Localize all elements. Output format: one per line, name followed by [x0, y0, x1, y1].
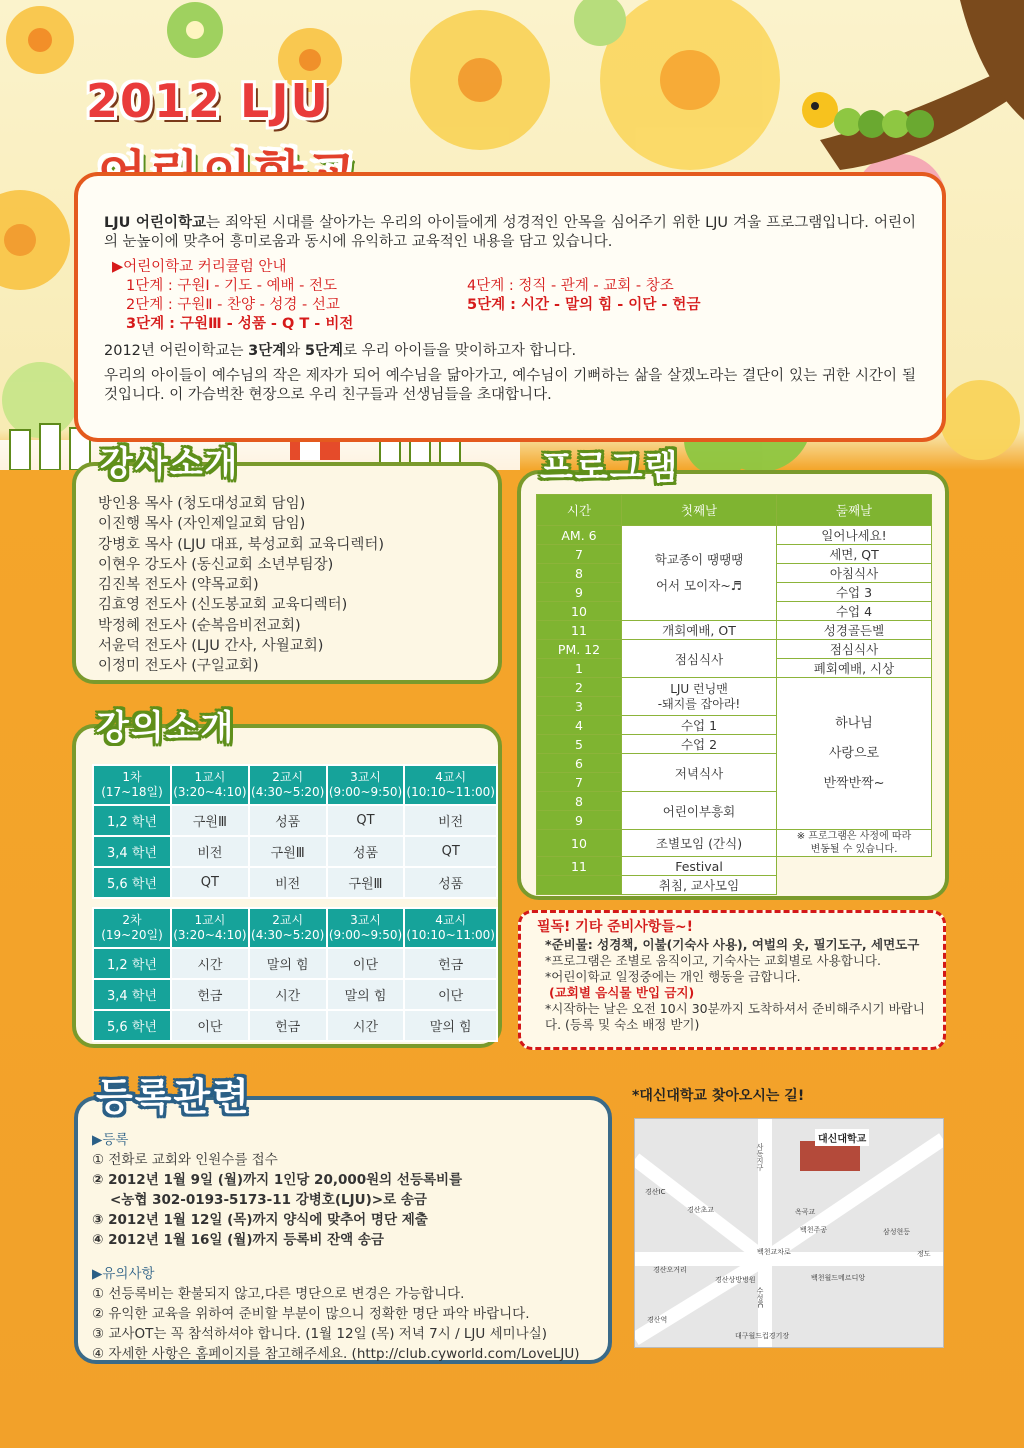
- map-label: 사동지구: [756, 1143, 764, 1171]
- map-label: 경산초교: [687, 1206, 715, 1214]
- lectures-panel: [72, 724, 502, 1048]
- reg-2: ② 2012년 1월 9일 (월)까지 1인당 20,000원의 선등록비를: [92, 1172, 463, 1188]
- lecture-cell: QT: [327, 805, 405, 836]
- note-2: ② 유익한 교육을 위하여 준비할 부분이 많으니 정확한 명단 파악 바랍니다.: [92, 1306, 530, 1322]
- lecture-cell: 말의 힘: [327, 979, 405, 1010]
- program-note: ※ 프로그램은 사정에 따라 변동될 수 있습니다.: [777, 830, 932, 857]
- time-cell: 8: [537, 564, 622, 583]
- map-title: *대신대학교 찾아오시는 길!: [632, 1088, 805, 1104]
- time-cell: 11: [537, 857, 622, 876]
- lecture-cell: 비전: [249, 867, 327, 898]
- reg-3: ③ 2012년 1월 12일 (목)까지 양식에 맞추어 명단 제출: [92, 1212, 428, 1228]
- lecture-cell: 시간: [171, 948, 249, 979]
- day1-gather: 학교종이 땡땡땡 어서 모이자~♬: [622, 526, 777, 621]
- day1-sleep: 취침, 교사모임: [622, 876, 777, 895]
- grade-cell: 1,2 학년: [93, 948, 171, 979]
- map-university-label: 대신대학교: [815, 1129, 869, 1146]
- time-cell: 10: [537, 830, 622, 857]
- lecture-header-cell: 4교시 (10:10~11:00): [404, 908, 497, 948]
- lecture-cell: 헌금: [249, 1010, 327, 1041]
- day2-class4: 수업 4: [777, 602, 932, 621]
- day2-golden: 성경골든벨: [777, 621, 932, 640]
- map-label: 백천월드메르디앙: [811, 1274, 866, 1282]
- notice-box: [518, 910, 946, 1050]
- program-table: [536, 494, 932, 895]
- day1-lunch: 점심식사: [622, 640, 777, 678]
- time-cell: 2: [537, 678, 622, 697]
- day1-runningman: LJU 런닝맨 -돼지를 잡아라!: [622, 678, 777, 716]
- speaker-item: 김진복 전도사 (약목교회): [98, 577, 259, 594]
- registration-panel: [74, 1096, 612, 1364]
- day1-group: 조별모임 (간식): [622, 830, 777, 857]
- intro-brand: LJU 어린이학교: [104, 215, 206, 231]
- reg-heading: ▶등록: [92, 1132, 129, 1148]
- grade-cell: 3,4 학년: [93, 979, 171, 1010]
- day2-class3: 수업 3: [777, 583, 932, 602]
- curriculum-heading: ▶어린이학교 커리큘럼 안내: [112, 259, 287, 275]
- time-cell: 6: [537, 754, 622, 773]
- intro-text: 는 죄악된 시대를 살아가는 우리의 아이들에게 성경적인 안목을 심어주기 위한 LJU 겨울 프로그램입니다. 어린이의 눈높이에 맞추어 흥미로움과 동시에 유익하고 교육적인 내용을 담고 있습니다.: [104, 215, 916, 250]
- location-map: [634, 1118, 944, 1348]
- map-label: 경산상방병원: [715, 1276, 756, 1284]
- notice-line-2: *프로그램은 조별로 움직이고, 기숙사는 교회별로 사용합니다.: [545, 953, 881, 968]
- lecture-cell: 성품: [404, 867, 497, 898]
- speaker-item: 이정미 전도사 (구일교회): [98, 658, 259, 675]
- col-day1: 첫째날: [622, 495, 777, 526]
- time-cell: 9: [537, 811, 622, 830]
- day1-class2: 수업 2: [622, 735, 777, 754]
- time-cell: 9: [537, 583, 622, 602]
- time-cell: 7: [537, 545, 622, 564]
- reg-4: ④ 2012년 1월 16일 (월)까지 등록비 잔액 송금: [92, 1232, 384, 1248]
- time-cell: 1: [537, 659, 622, 678]
- notice-line-3: *어린이학교 일정중에는 개인 행동을 금합니다.: [545, 969, 801, 984]
- lecture-cell: 성품: [327, 836, 405, 867]
- speakers-title: 강사소개: [100, 444, 240, 484]
- speakers-panel: [72, 462, 502, 684]
- day2-lunch: 점심식사: [777, 640, 932, 659]
- time-cell: [537, 876, 622, 895]
- program-title: 프로그램: [540, 448, 680, 488]
- day2-wash: 세면, QT: [777, 545, 932, 564]
- map-label: 백천교차로: [757, 1248, 791, 1256]
- map-label: 옥곡교: [795, 1208, 816, 1216]
- intro-paragraph-1: [104, 214, 916, 252]
- lecture-header-cell: 3교시 (9:00~9:50): [327, 765, 405, 805]
- note-1: ① 선등록비는 환불되지 않고,다른 명단으로 변경은 가능합니다.: [92, 1286, 465, 1302]
- time-cell: 5: [537, 735, 622, 754]
- lecture-header-cell: 1교시 (3:20~4:10): [171, 908, 249, 948]
- map-label: 정도: [917, 1250, 931, 1258]
- time-cell: 10: [537, 602, 622, 621]
- day1-dinner: 저녁식사: [622, 754, 777, 792]
- day1-festival: Festival: [622, 857, 777, 876]
- speaker-item: 서윤덕 전도사 (LJU 간사, 사월교회): [98, 638, 324, 655]
- year-title: 2012 LJU: [86, 74, 330, 128]
- stage-2: 2단계 : 구원Ⅱ - 찬양 - 성경 - 선교: [126, 297, 340, 313]
- map-label: 경산오거리: [653, 1266, 687, 1274]
- map-label: 수성IC: [756, 1287, 764, 1308]
- lecture-table-1: [92, 764, 498, 899]
- grade-cell: 1,2 학년: [93, 805, 171, 836]
- speaker-item: 방인용 목사 (청도대성교회 담임): [98, 496, 306, 512]
- program-panel: [517, 470, 949, 900]
- lectures-title: 강의소개: [96, 708, 236, 748]
- day2-breakfast: 아침식사: [777, 564, 932, 583]
- time-cell: 3: [537, 697, 622, 716]
- grade-cell: 5,6 학년: [93, 1010, 171, 1041]
- lecture-cell: 헌금: [404, 948, 497, 979]
- lecture-cell: QT: [404, 836, 497, 867]
- speaker-item: 김효영 전도사 (신도봉교회 교육디렉터): [98, 597, 348, 614]
- registration-title: 등록관련: [96, 1075, 251, 1119]
- lecture-cell: 이단: [404, 979, 497, 1010]
- time-cell: 11: [537, 621, 622, 640]
- lecture-table-2: [92, 907, 498, 1042]
- notice-line-1: *준비물: 성경책, 이불(기숙사 사용), 여벌의 옷, 필기도구, 세면도구: [545, 937, 920, 952]
- grade-cell: 5,6 학년: [93, 867, 171, 898]
- time-cell: 7: [537, 773, 622, 792]
- map-label: 대구월드컵경기장: [735, 1332, 790, 1340]
- lecture-cell: 이단: [327, 948, 405, 979]
- lecture-cell: 말의 힘: [404, 1010, 497, 1041]
- lecture-header-cell: 3교시 (9:00~9:50): [327, 908, 405, 948]
- day1-revival: 어린이부흥회: [622, 792, 777, 830]
- intro-paragraph-2: 2012년 어린이학교는 3단계와 5단계로 우리 아이들을 맞이하고자 합니다.: [104, 343, 577, 359]
- stage-5: 5단계 : 시간 - 말의 힘 - 이단 - 헌금: [467, 297, 701, 313]
- lecture-header-cell: 1차 (17~18일): [93, 765, 171, 805]
- lecture-cell: 시간: [249, 979, 327, 1010]
- note-heading: ▶유의사항: [92, 1266, 155, 1282]
- map-label: 경산역: [647, 1316, 668, 1324]
- lecture-header-cell: 2차 (19~20일): [93, 908, 171, 948]
- lecture-cell: 이단: [171, 1010, 249, 1041]
- day1-opening: 개회예배, OT: [622, 621, 777, 640]
- lecture-header-cell: 1교시 (3:20~4:10): [171, 765, 249, 805]
- lecture-cell: 비전: [404, 805, 497, 836]
- time-cell: 4: [537, 716, 622, 735]
- time-cell: 8: [537, 792, 622, 811]
- col-time: 시간: [537, 495, 622, 526]
- day2-wake: 일어나세요!: [777, 526, 932, 545]
- intro-panel: [74, 172, 946, 442]
- stage-1: 1단계 : 구원Ⅰ - 기도 - 예배 - 전도: [126, 278, 338, 294]
- map-label: 경산IC: [645, 1188, 666, 1196]
- lecture-header-cell: 2교시 (4:30~5:20): [249, 908, 327, 948]
- speaker-item: 이진행 목사 (자인제일교회 담임): [98, 516, 306, 533]
- caterpillar-decoration: [800, 80, 940, 150]
- time-cell: AM. 6: [537, 526, 622, 545]
- notice-line-3b: (교회별 음식물 반입 금지): [549, 985, 695, 1000]
- map-label: 삼성현등: [883, 1228, 911, 1236]
- lecture-cell: QT: [171, 867, 249, 898]
- notice-line-4: *시작하는 날은 오전 10시 30분까지 도착하셔서 준비해주시기 바랍니다. (등록 및 숙소 배정 받기): [545, 1001, 925, 1032]
- lecture-header-cell: 2교시 (4:30~5:20): [249, 765, 327, 805]
- day1-class1: 수업 1: [622, 716, 777, 735]
- notice-title: 필독! 기타 준비사항들~!: [537, 919, 693, 935]
- lecture-cell: 구원Ⅲ: [171, 805, 249, 836]
- note-3: ③ 교사OT는 꼭 참석하셔야 합니다. (1월 12일 (목) 저녁 7시 / LJU 세미나실): [92, 1326, 548, 1342]
- curriculum-grid: [112, 277, 916, 334]
- map-label: 백천주공: [800, 1226, 828, 1234]
- speaker-item: 강병호 목사 (LJU 대표, 북성교회 교육디렉터): [98, 536, 385, 553]
- lecture-header-cell: 4교시 (10:10~11:00): [404, 765, 497, 805]
- intro-paragraph-3: 우리의 아이들이 예수님의 작은 제자가 되어 예수님을 닮아가고, 예수님이 기뻐하는 삶을 살겠노라는 결단이 있는 귀한 시간이 될 것입니다. 이 가슴벅찬 현장으로 우리 친구들과 선생님들을 초대합니다.: [104, 368, 916, 403]
- time-cell: PM. 12: [537, 640, 622, 659]
- lecture-cell: 성품: [249, 805, 327, 836]
- lecture-cell: 말의 힘: [249, 948, 327, 979]
- speaker-item: 박정혜 전도사 (순복음비전교회): [98, 617, 301, 634]
- lecture-cell: 구원Ⅲ: [327, 867, 405, 898]
- reg-1: ① 전화로 교회와 인원수를 접수: [92, 1152, 278, 1168]
- lecture-cell: 구원Ⅲ: [249, 836, 327, 867]
- lecture-cell: 헌금: [171, 979, 249, 1010]
- grade-cell: 3,4 학년: [93, 836, 171, 867]
- day2-closing: 폐회예배, 시상: [777, 659, 932, 678]
- lecture-cell: 비전: [171, 836, 249, 867]
- col-day2: 둘째날: [777, 495, 932, 526]
- reg-2b: <농협 302-0193-5173-11 강병호(LJU)>로 송금: [110, 1192, 427, 1208]
- lecture-cell: 시간: [327, 1010, 405, 1041]
- note-4: ④ 자세한 사항은 홈페이지를 참고해주세요. (http://club.cyworld.com/LoveLJU): [92, 1346, 580, 1362]
- day2-slogan: 하나님 사랑으로 반짝반짝~: [777, 678, 932, 830]
- stage-3: 3단계 : 구원Ⅲ - 성품 - Q T - 비전: [126, 316, 354, 332]
- speaker-item: 이현우 강도사 (동신교회 소년부팀장): [98, 556, 334, 573]
- stage-4: 4단계 : 정직 - 관계 - 교회 - 창조: [467, 278, 674, 294]
